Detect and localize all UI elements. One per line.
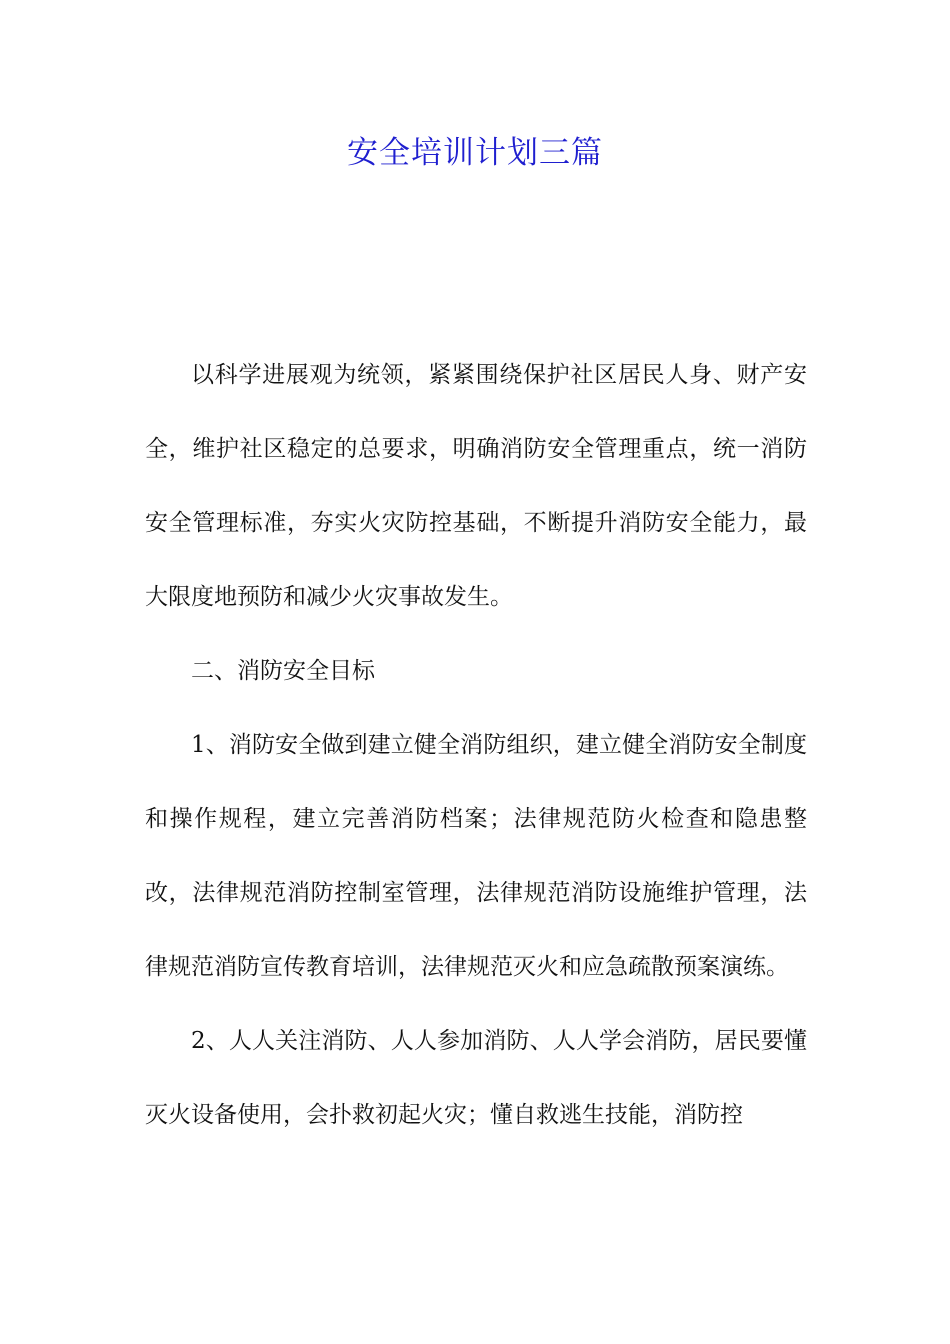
paragraph-intro: 以科学进展观为统领，紧紧围绕保护社区居民人身、财产安全，维护社区稳定的总要求，明确消防安全管理重点，统一消防安全管理标准，夯实火灾防控基础，不断提升消防安全能力，最大限度地预防和减少火灾事故发生。 [145, 362, 807, 610]
document-body [145, 338, 807, 1152]
section-heading-safety-goals: 二、消防安全目标 [191, 658, 375, 684]
document-title: 安全培训计划三篇 [347, 135, 603, 171]
paragraph-item-1: 1、消防安全做到建立健全消防组织，建立健全消防安全制度和操作规程，建立完善消防档案；法律规范防火检查和隐患整改，法律规范消防控制室管理，法律规范消防设施维护管理，法律规范消防宣传教育培训，法律规范灭火和应急疏散预案演练。 [145, 732, 807, 980]
paragraph-item-2: 2、人人关注消防、人人参加消防、人人学会消防，居民要懂灭火设备使用，会扑救初起火灾；懂自救逃生技能，消防控 [145, 1028, 807, 1128]
